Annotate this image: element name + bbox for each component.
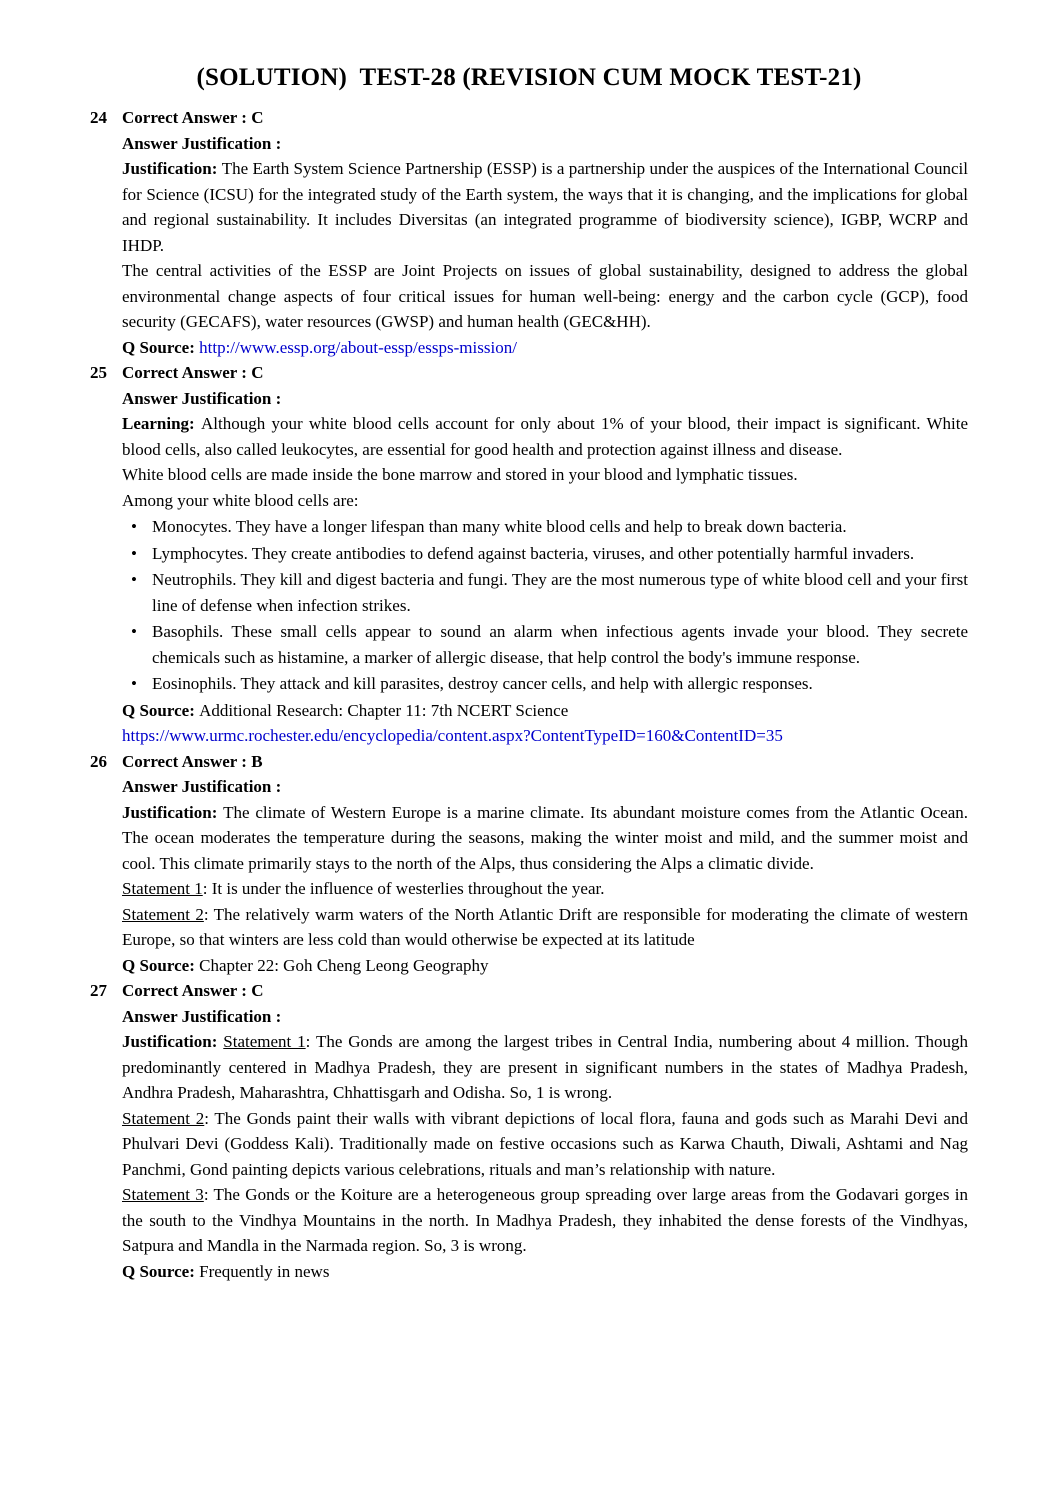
paragraph — [122, 411, 968, 462]
text-run: Frequently in news — [199, 1261, 330, 1281]
paragraph — [122, 1106, 968, 1183]
text-run: Basophils. These small cells appear to sound an alarm when infectious agents invade your blood. They secrete chemicals such as histamine, a marker of allergic disease, that help control the body's immune response. — [152, 622, 968, 667]
paragraph — [122, 876, 968, 902]
text-run: : The Gonds are among the largest tribes in Central India, numbering about 4 million. Though predominantly centered in Madhya Pradesh, they are present in significant numbers in the states of Madhya Pradesh, Andhra Pradesh, Maharashtra, Chhattisgarh and Odisha. So, 1 is wrong. — [122, 1032, 969, 1102]
bullet-item — [122, 514, 968, 540]
bold-label: Q Source: — [122, 700, 200, 720]
text-run: Among your white blood cells are: — [122, 490, 359, 510]
question-26 — [90, 749, 968, 979]
paragraph — [122, 800, 968, 877]
question-27 — [90, 978, 968, 1284]
answer-justification-label: Answer Justification : — [122, 388, 282, 408]
answer-header — [90, 749, 968, 775]
answer-justification-label: Answer Justification : — [122, 133, 282, 153]
paragraph — [122, 462, 968, 488]
correct-answer-line: Correct Answer : C — [122, 363, 264, 382]
bullet-item — [122, 619, 968, 670]
answer-justification-label: Answer Justification : — [122, 777, 282, 796]
answer-header — [90, 360, 968, 386]
page-title: (SOLUTION) TEST-28 (REVISION CUM MOCK TEST-21) — [196, 64, 862, 91]
bold-label: Justification: — [122, 802, 224, 822]
answer-header — [90, 978, 968, 1004]
paragraph — [122, 953, 968, 979]
question-number: 27 — [90, 981, 107, 1000]
question-25 — [90, 360, 968, 749]
bullet-item — [122, 567, 968, 618]
source-line — [122, 335, 968, 361]
text-run: Although your white blood cells account for only about 1% of your blood, their impact is significant. White blood cells, also called leukocytes, are essential for good health and protection against illness and disease. — [122, 414, 968, 459]
correct-answer-line: Correct Answer : B — [122, 751, 263, 771]
underlined-label: Statement 2 — [122, 1108, 205, 1128]
paragraph — [122, 1029, 968, 1106]
bold-label: Q Source: — [122, 1261, 200, 1281]
correct-answer-line: Correct Answer : C — [122, 981, 264, 1000]
text-run: White blood cells are made inside the bone marrow and stored in your blood and lymphatic tissues. — [122, 465, 798, 484]
questions-container — [90, 105, 968, 1284]
bold-label: Justification: — [122, 1032, 224, 1051]
paragraph — [122, 258, 968, 335]
paragraph — [122, 156, 968, 258]
question-number: 24 — [90, 108, 107, 127]
correct-answer-line: Correct Answer : C — [122, 108, 264, 127]
text-run: Monocytes. They have a longer lifespan than many white blood cells and help to break down bacteria. — [152, 517, 847, 536]
paragraph — [122, 1182, 968, 1259]
paragraph — [122, 1259, 968, 1285]
question-24 — [90, 105, 968, 360]
text-run: Lymphocytes. They create antibodies to defend against bacteria, viruses, and other potentially harmful invaders. — [152, 543, 915, 563]
bold-label: Learning: — [122, 414, 201, 433]
underlined-label: Statement 3 — [122, 1185, 204, 1204]
question-number: 25 — [90, 363, 107, 382]
text-run: : The relatively warm waters of the North Atlantic Drift are responsible for moderating the climate of western Europe, so that winters are less cold than would otherwise be expected at its latitude — [122, 904, 968, 949]
text-run: The central activities of the ESSP are Joint Projects on issues of global sustainability, designed to address the global environmental change aspects of four critical issues for human well-being: energy and the carbon cycle (GCP), food security (GECAFS), water resources (GWSP) and human health (GEC&HH). — [122, 261, 968, 331]
text-run: The Earth System Science Partnership (ESSP) is a partnership under the auspices of the International Council for Science (ICSU) for the integrated study of the Earth system, the ways that it is changing, and the implications for global and regional sustainability. It includes Diversitas (an integrated programme of biodiversity science), IGBP, WCRP and IHDP. — [122, 159, 969, 255]
bullet-item — [122, 671, 968, 697]
bold-label: Justification: — [122, 159, 222, 178]
paragraph — [122, 902, 968, 953]
source-line — [122, 723, 968, 749]
bullet-item — [122, 541, 968, 567]
underlined-label: Statement 1 — [122, 879, 203, 898]
text-run: Additional Research: Chapter 11: 7th NCERT Science — [199, 700, 569, 720]
paragraph — [122, 488, 968, 514]
answer-header — [90, 105, 968, 131]
answer-justification-label: Answer Justification : — [122, 1006, 282, 1026]
source-link[interactable]: http://www.essp.org/about-essp/essps-mission/ — [199, 337, 517, 357]
text-run: Neutrophils. They kill and digest bacteria and fungi. They are the most numerous type of white blood cell and your first line of defense when infection strikes. — [152, 570, 968, 615]
bold-label: Q Source: — [122, 337, 200, 357]
text-run: Eosinophils. They attack and kill parasites, destroy cancer cells, and help with allergic responses. — [152, 674, 813, 693]
text-run: The climate of Western Europe is a marine climate. Its abundant moisture comes from the Atlantic Ocean. The ocean moderates the temperature during the seasons, making the winter moist and mild, and the summer moist and cool. This climate primarily stays to the north of the Alps, thus considering the Alps a climatic divide. — [122, 802, 968, 873]
text-run: : The Gonds paint their walls with vibrant depictions of local flora, fauna and gods such as Marahi Devi and Phulvari Devi (Goddess Kali). Traditionally made on festive occasions such as Karwa Chauth, Diwali, Ashtami and Nag Panchmi, Gond painting depicts various celebrations, rituals and man’s relationship with nature. — [122, 1108, 969, 1179]
underlined-label: Statement 1 — [223, 1032, 306, 1051]
question-number: 26 — [90, 751, 107, 771]
underlined-label: Statement 2 — [122, 904, 204, 924]
text-run: Chapter 22: Goh Cheng Leong Geography — [199, 955, 489, 975]
source-link[interactable]: https://www.urmc.rochester.edu/encyclopedia/content.aspx?ContentTypeID=160&ContentID=35 — [122, 726, 783, 745]
bold-label: Q Source: — [122, 955, 200, 975]
text-run: : The Gonds or the Koiture are a heterogeneous group spreading over large areas from the Godavari gorges in the south to the Vindhya Mountains in the north. In Madhya Pradesh, they inhabited the dense forests of the Vindhyas, Satpura and Mandla in the Narmada region. So, 3 is wrong. — [122, 1185, 969, 1255]
text-run: : It is under the influence of westerlies throughout the year. — [202, 879, 605, 898]
paragraph — [122, 698, 968, 724]
